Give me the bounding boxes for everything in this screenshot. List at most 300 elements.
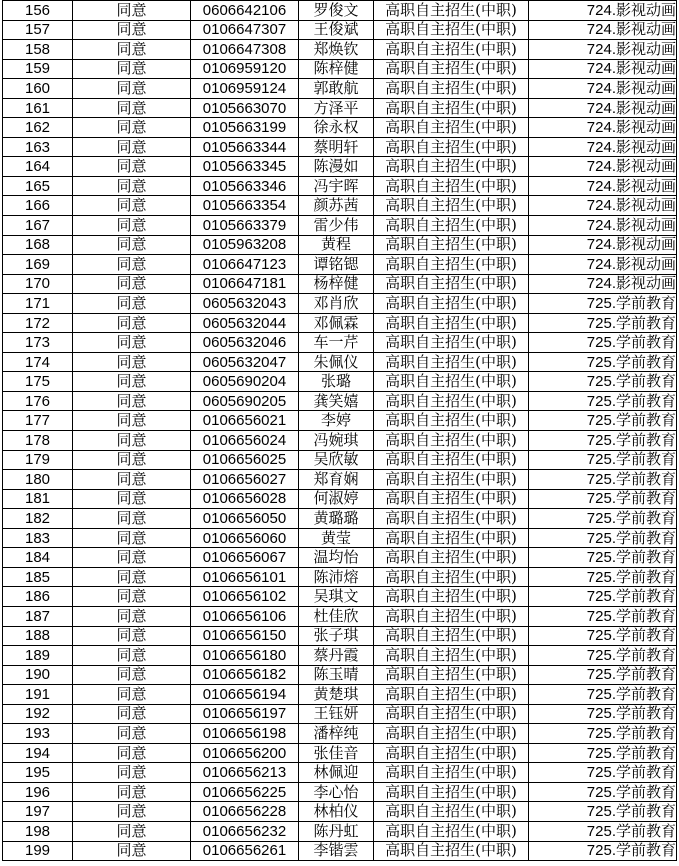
row-number-cell: 162	[3, 118, 73, 138]
approval-status-cell: 同意	[73, 489, 191, 509]
row-number-cell: 196	[3, 782, 73, 802]
table-row	[3, 431, 677, 451]
row-number-cell: 176	[3, 391, 73, 411]
admission-type-cell: 高职自主招生(中职)	[374, 274, 529, 294]
row-number-cell: 190	[3, 665, 73, 685]
applicant-id-cell: 0105663344	[191, 137, 299, 157]
student-name-cell: 朱佩仪	[299, 352, 374, 372]
approval-status-cell: 同意	[73, 685, 191, 705]
student-name-cell: 蔡丹霞	[299, 646, 374, 666]
applicant-id-cell: 0106656024	[191, 431, 299, 451]
table-row	[3, 59, 677, 79]
student-name-cell: 温均怡	[299, 548, 374, 568]
student-name-cell: 何淑婷	[299, 489, 374, 509]
approval-status-cell: 同意	[73, 216, 191, 236]
applicant-id-cell: 0106656180	[191, 646, 299, 666]
applicant-id-cell: 0106656025	[191, 450, 299, 470]
applicant-id-cell: 0106656027	[191, 470, 299, 490]
table-row	[3, 235, 677, 255]
row-number-cell: 193	[3, 724, 73, 744]
approval-status-cell: 同意	[73, 743, 191, 763]
row-number-cell: 179	[3, 450, 73, 470]
student-name-cell: 黄楚琪	[299, 685, 374, 705]
admission-roster	[2, 0, 676, 861]
approval-status-cell: 同意	[73, 40, 191, 60]
row-number-cell: 167	[3, 216, 73, 236]
applicant-id-cell: 0106656182	[191, 665, 299, 685]
table-row	[3, 216, 677, 236]
approval-status-cell: 同意	[73, 704, 191, 724]
major-cell: 725.学前教育	[529, 763, 677, 783]
approval-status-cell: 同意	[73, 372, 191, 392]
student-name-cell: 郑育娴	[299, 470, 374, 490]
approval-status-cell: 同意	[73, 841, 191, 861]
approval-status-cell: 同意	[73, 606, 191, 626]
major-cell: 725.学前教育	[529, 509, 677, 529]
admission-type-cell: 高职自主招生(中职)	[374, 118, 529, 138]
admission-type-cell: 高职自主招生(中职)	[374, 1, 529, 21]
applicant-id-cell: 0106656213	[191, 763, 299, 783]
applicant-id-cell: 0106656150	[191, 626, 299, 646]
table-row	[3, 724, 677, 744]
applicant-id-cell: 0106656101	[191, 567, 299, 587]
row-number-cell: 163	[3, 137, 73, 157]
row-number-cell: 175	[3, 372, 73, 392]
approval-status-cell: 同意	[73, 431, 191, 451]
approval-status-cell: 同意	[73, 313, 191, 333]
approval-status-cell: 同意	[73, 450, 191, 470]
admission-type-cell: 高职自主招生(中职)	[374, 782, 529, 802]
applicant-id-cell: 0106656228	[191, 802, 299, 822]
table-row	[3, 411, 677, 431]
applicant-id-cell: 0106656197	[191, 704, 299, 724]
admission-type-cell: 高职自主招生(中职)	[374, 176, 529, 196]
row-number-cell: 172	[3, 313, 73, 333]
table-row	[3, 782, 677, 802]
student-name-cell: 张佳音	[299, 743, 374, 763]
approval-status-cell: 同意	[73, 821, 191, 841]
admission-type-cell: 高职自主招生(中职)	[374, 587, 529, 607]
student-name-cell: 谭铭锶	[299, 255, 374, 275]
student-name-cell: 龚笑嬉	[299, 391, 374, 411]
table-row	[3, 685, 677, 705]
applicant-id-cell: 0105663346	[191, 176, 299, 196]
student-name-cell: 杜佳欣	[299, 606, 374, 626]
major-cell: 725.学前教育	[529, 841, 677, 861]
row-number-cell: 156	[3, 1, 73, 21]
admission-type-cell: 高职自主招生(中职)	[374, 79, 529, 99]
student-name-cell: 杨梓健	[299, 274, 374, 294]
admission-type-cell: 高职自主招生(中职)	[374, 235, 529, 255]
table-row	[3, 567, 677, 587]
table-row	[3, 118, 677, 138]
student-name-cell: 陈丹虹	[299, 821, 374, 841]
major-cell: 725.学前教育	[529, 606, 677, 626]
approval-status-cell: 同意	[73, 294, 191, 314]
major-cell: 725.学前教育	[529, 411, 677, 431]
table-row	[3, 509, 677, 529]
applicant-id-cell: 0105963208	[191, 235, 299, 255]
row-number-cell: 177	[3, 411, 73, 431]
admission-type-cell: 高职自主招生(中职)	[374, 802, 529, 822]
table-row	[3, 137, 677, 157]
major-cell: 725.学前教育	[529, 802, 677, 822]
table-row	[3, 20, 677, 40]
applicant-id-cell: 0106656232	[191, 821, 299, 841]
table-row	[3, 176, 677, 196]
major-cell: 724.影视动画	[529, 274, 677, 294]
applicant-id-cell: 0106959124	[191, 79, 299, 99]
approval-status-cell: 同意	[73, 724, 191, 744]
row-number-cell: 189	[3, 646, 73, 666]
student-name-cell: 方泽平	[299, 98, 374, 118]
admission-type-cell: 高职自主招生(中职)	[374, 157, 529, 177]
major-cell: 725.学前教育	[529, 372, 677, 392]
approval-status-cell: 同意	[73, 196, 191, 216]
row-number-cell: 166	[3, 196, 73, 216]
row-number-cell: 186	[3, 587, 73, 607]
table-row	[3, 489, 677, 509]
student-name-cell: 郑焕钦	[299, 40, 374, 60]
applicant-id-cell: 0105663345	[191, 157, 299, 177]
applicant-id-cell: 0105663199	[191, 118, 299, 138]
student-name-cell: 冯宇晖	[299, 176, 374, 196]
student-name-cell: 李心怡	[299, 782, 374, 802]
major-cell: 725.学前教育	[529, 450, 677, 470]
student-name-cell: 李婷	[299, 411, 374, 431]
admission-type-cell: 高职自主招生(中职)	[374, 313, 529, 333]
row-number-cell: 174	[3, 352, 73, 372]
approval-status-cell: 同意	[73, 782, 191, 802]
approval-status-cell: 同意	[73, 59, 191, 79]
approval-status-cell: 同意	[73, 255, 191, 275]
student-name-cell: 陈沛熔	[299, 567, 374, 587]
table-row	[3, 352, 677, 372]
approval-status-cell: 同意	[73, 509, 191, 529]
table-row	[3, 157, 677, 177]
table-row	[3, 372, 677, 392]
table-row	[3, 802, 677, 822]
approval-status-cell: 同意	[73, 235, 191, 255]
student-name-cell: 蔡明轩	[299, 137, 374, 157]
admission-type-cell: 高职自主招生(中职)	[374, 40, 529, 60]
major-cell: 725.学前教育	[529, 665, 677, 685]
major-cell: 725.学前教育	[529, 470, 677, 490]
applicant-id-cell: 0106656198	[191, 724, 299, 744]
admission-type-cell: 高职自主招生(中职)	[374, 450, 529, 470]
major-cell: 725.学前教育	[529, 352, 677, 372]
major-cell: 724.影视动画	[529, 137, 677, 157]
row-number-cell: 158	[3, 40, 73, 60]
major-cell: 724.影视动画	[529, 118, 677, 138]
admission-type-cell: 高职自主招生(中职)	[374, 626, 529, 646]
major-cell: 725.学前教育	[529, 391, 677, 411]
approval-status-cell: 同意	[73, 333, 191, 353]
student-name-cell: 黄程	[299, 235, 374, 255]
admission-type-cell: 高职自主招生(中职)	[374, 372, 529, 392]
admission-type-cell: 高职自主招生(中职)	[374, 391, 529, 411]
student-name-cell: 吴欣敏	[299, 450, 374, 470]
admission-type-cell: 高职自主招生(中职)	[374, 567, 529, 587]
applicant-id-cell: 0106656200	[191, 743, 299, 763]
major-cell: 725.学前教育	[529, 724, 677, 744]
student-name-cell: 林柏仪	[299, 802, 374, 822]
major-cell: 725.学前教育	[529, 548, 677, 568]
applicant-id-cell: 0106656060	[191, 528, 299, 548]
student-name-cell: 王钰妍	[299, 704, 374, 724]
table-row	[3, 548, 677, 568]
major-cell: 724.影视动画	[529, 157, 677, 177]
row-number-cell: 160	[3, 79, 73, 99]
admission-type-cell: 高职自主招生(中职)	[374, 470, 529, 490]
approval-status-cell: 同意	[73, 118, 191, 138]
applicant-id-cell: 0605690204	[191, 372, 299, 392]
row-number-cell: 198	[3, 821, 73, 841]
approval-status-cell: 同意	[73, 176, 191, 196]
applicant-id-cell: 0106959120	[191, 59, 299, 79]
major-cell: 725.学前教育	[529, 646, 677, 666]
approval-status-cell: 同意	[73, 665, 191, 685]
admission-type-cell: 高职自主招生(中职)	[374, 20, 529, 40]
row-number-cell: 192	[3, 704, 73, 724]
row-number-cell: 165	[3, 176, 73, 196]
approval-status-cell: 同意	[73, 1, 191, 21]
major-cell: 725.学前教育	[529, 567, 677, 587]
student-name-cell: 潘梓纯	[299, 724, 374, 744]
admission-type-cell: 高职自主招生(中职)	[374, 606, 529, 626]
major-cell: 725.学前教育	[529, 782, 677, 802]
approval-status-cell: 同意	[73, 411, 191, 431]
applicant-id-cell: 0605632043	[191, 294, 299, 314]
student-name-cell: 林佩迎	[299, 763, 374, 783]
admission-type-cell: 高职自主招生(中职)	[374, 411, 529, 431]
row-number-cell: 197	[3, 802, 73, 822]
admission-type-cell: 高职自主招生(中职)	[374, 196, 529, 216]
major-cell: 724.影视动画	[529, 40, 677, 60]
table-row	[3, 606, 677, 626]
approval-status-cell: 同意	[73, 157, 191, 177]
table-row	[3, 646, 677, 666]
admission-type-cell: 高职自主招生(中职)	[374, 333, 529, 353]
applicant-id-cell: 0106647307	[191, 20, 299, 40]
approval-status-cell: 同意	[73, 567, 191, 587]
admission-type-cell: 高职自主招生(中职)	[374, 763, 529, 783]
applicant-id-cell: 0106656194	[191, 685, 299, 705]
major-cell: 724.影视动画	[529, 235, 677, 255]
major-cell: 725.学前教育	[529, 626, 677, 646]
admission-type-cell: 高职自主招生(中职)	[374, 294, 529, 314]
admission-type-cell: 高职自主招生(中职)	[374, 821, 529, 841]
major-cell: 724.影视动画	[529, 176, 677, 196]
admission-type-cell: 高职自主招生(中职)	[374, 646, 529, 666]
applicant-id-cell: 0605690205	[191, 391, 299, 411]
student-name-cell: 邓佩霖	[299, 313, 374, 333]
approval-status-cell: 同意	[73, 98, 191, 118]
student-name-cell: 陈漫如	[299, 157, 374, 177]
major-cell: 725.学前教育	[529, 685, 677, 705]
approval-status-cell: 同意	[73, 763, 191, 783]
admission-type-cell: 高职自主招生(中职)	[374, 489, 529, 509]
approval-status-cell: 同意	[73, 646, 191, 666]
applicant-id-cell: 0106656261	[191, 841, 299, 861]
major-cell: 725.学前教育	[529, 821, 677, 841]
approval-status-cell: 同意	[73, 802, 191, 822]
major-cell: 725.学前教育	[529, 528, 677, 548]
admission-type-cell: 高职自主招生(中职)	[374, 665, 529, 685]
major-cell: 725.学前教育	[529, 431, 677, 451]
table-row	[3, 294, 677, 314]
student-name-cell: 冯婉琪	[299, 431, 374, 451]
approval-status-cell: 同意	[73, 20, 191, 40]
student-name-cell: 颜苏茜	[299, 196, 374, 216]
admission-type-cell: 高职自主招生(中职)	[374, 431, 529, 451]
row-number-cell: 159	[3, 59, 73, 79]
row-number-cell: 182	[3, 509, 73, 529]
student-name-cell: 邓肖欣	[299, 294, 374, 314]
admission-type-cell: 高职自主招生(中职)	[374, 704, 529, 724]
admission-type-cell: 高职自主招生(中职)	[374, 685, 529, 705]
student-name-cell: 陈玉晴	[299, 665, 374, 685]
admission-type-cell: 高职自主招生(中职)	[374, 98, 529, 118]
row-number-cell: 195	[3, 763, 73, 783]
major-cell: 725.学前教育	[529, 294, 677, 314]
row-number-cell: 173	[3, 333, 73, 353]
table-row	[3, 79, 677, 99]
table-row	[3, 1, 677, 21]
table-row	[3, 587, 677, 607]
table-row	[3, 821, 677, 841]
major-cell: 724.影视动画	[529, 216, 677, 236]
table-row	[3, 196, 677, 216]
table-row	[3, 313, 677, 333]
major-cell: 724.影视动画	[529, 98, 677, 118]
row-number-cell: 180	[3, 470, 73, 490]
applicant-id-cell: 0106656021	[191, 411, 299, 431]
row-number-cell: 188	[3, 626, 73, 646]
row-number-cell: 184	[3, 548, 73, 568]
major-cell: 724.影视动画	[529, 59, 677, 79]
row-number-cell: 170	[3, 274, 73, 294]
approval-status-cell: 同意	[73, 137, 191, 157]
admission-type-cell: 高职自主招生(中职)	[374, 352, 529, 372]
major-cell: 725.学前教育	[529, 743, 677, 763]
major-cell: 724.影视动画	[529, 1, 677, 21]
admission-type-cell: 高职自主招生(中职)	[374, 841, 529, 861]
admission-type-cell: 高职自主招生(中职)	[374, 59, 529, 79]
table-row	[3, 665, 677, 685]
applicant-id-cell: 0106656050	[191, 509, 299, 529]
row-number-cell: 161	[3, 98, 73, 118]
student-name-cell: 黄莹	[299, 528, 374, 548]
student-name-cell: 王俊斌	[299, 20, 374, 40]
student-name-cell: 郭敢航	[299, 79, 374, 99]
approval-status-cell: 同意	[73, 626, 191, 646]
table-row	[3, 391, 677, 411]
table-row	[3, 528, 677, 548]
student-name-cell: 黄璐璐	[299, 509, 374, 529]
applicant-id-cell: 0106656028	[191, 489, 299, 509]
student-name-cell: 李锴雲	[299, 841, 374, 861]
admission-type-cell: 高职自主招生(中职)	[374, 548, 529, 568]
major-cell: 725.学前教育	[529, 313, 677, 333]
approval-status-cell: 同意	[73, 587, 191, 607]
student-name-cell: 张子琪	[299, 626, 374, 646]
applicant-id-cell: 0106656067	[191, 548, 299, 568]
major-cell: 725.学前教育	[529, 587, 677, 607]
approval-status-cell: 同意	[73, 391, 191, 411]
student-name-cell: 雷少伟	[299, 216, 374, 236]
student-name-cell: 徐永权	[299, 118, 374, 138]
applicant-id-cell: 0605632047	[191, 352, 299, 372]
applicant-id-cell: 0605632046	[191, 333, 299, 353]
student-name-cell: 罗俊文	[299, 1, 374, 21]
student-name-cell: 陈梓健	[299, 59, 374, 79]
row-number-cell: 168	[3, 235, 73, 255]
table-row	[3, 98, 677, 118]
table-row	[3, 743, 677, 763]
student-name-cell: 车一芹	[299, 333, 374, 353]
applicant-id-cell: 0106656225	[191, 782, 299, 802]
row-number-cell: 194	[3, 743, 73, 763]
admission-type-cell: 高职自主招生(中职)	[374, 509, 529, 529]
applicant-id-cell: 0606642106	[191, 1, 299, 21]
table-row	[3, 255, 677, 275]
approval-status-cell: 同意	[73, 528, 191, 548]
table-row	[3, 763, 677, 783]
row-number-cell: 164	[3, 157, 73, 177]
approval-status-cell: 同意	[73, 274, 191, 294]
table-row	[3, 333, 677, 353]
student-name-cell: 张璐	[299, 372, 374, 392]
major-cell: 724.影视动画	[529, 20, 677, 40]
applicant-id-cell: 0105663379	[191, 216, 299, 236]
table-row	[3, 841, 677, 861]
approval-status-cell: 同意	[73, 470, 191, 490]
roster-table	[2, 0, 677, 861]
row-number-cell: 191	[3, 685, 73, 705]
table-row	[3, 274, 677, 294]
applicant-id-cell: 0105663354	[191, 196, 299, 216]
table-row	[3, 470, 677, 490]
table-row	[3, 40, 677, 60]
row-number-cell: 185	[3, 567, 73, 587]
student-name-cell: 吴琪文	[299, 587, 374, 607]
row-number-cell: 187	[3, 606, 73, 626]
major-cell: 724.影视动画	[529, 255, 677, 275]
major-cell: 724.影视动画	[529, 79, 677, 99]
approval-status-cell: 同意	[73, 352, 191, 372]
row-number-cell: 169	[3, 255, 73, 275]
table-row	[3, 704, 677, 724]
applicant-id-cell: 0105663070	[191, 98, 299, 118]
applicant-id-cell: 0106647181	[191, 274, 299, 294]
approval-status-cell: 同意	[73, 79, 191, 99]
major-cell: 725.学前教育	[529, 333, 677, 353]
roster-body	[3, 1, 677, 861]
major-cell: 725.学前教育	[529, 489, 677, 509]
applicant-id-cell: 0106647123	[191, 255, 299, 275]
admission-type-cell: 高职自主招生(中职)	[374, 216, 529, 236]
admission-type-cell: 高职自主招生(中职)	[374, 137, 529, 157]
applicant-id-cell: 0106656102	[191, 587, 299, 607]
row-number-cell: 178	[3, 431, 73, 451]
row-number-cell: 181	[3, 489, 73, 509]
admission-type-cell: 高职自主招生(中职)	[374, 255, 529, 275]
table-row	[3, 626, 677, 646]
row-number-cell: 183	[3, 528, 73, 548]
applicant-id-cell: 0605632044	[191, 313, 299, 333]
row-number-cell: 199	[3, 841, 73, 861]
